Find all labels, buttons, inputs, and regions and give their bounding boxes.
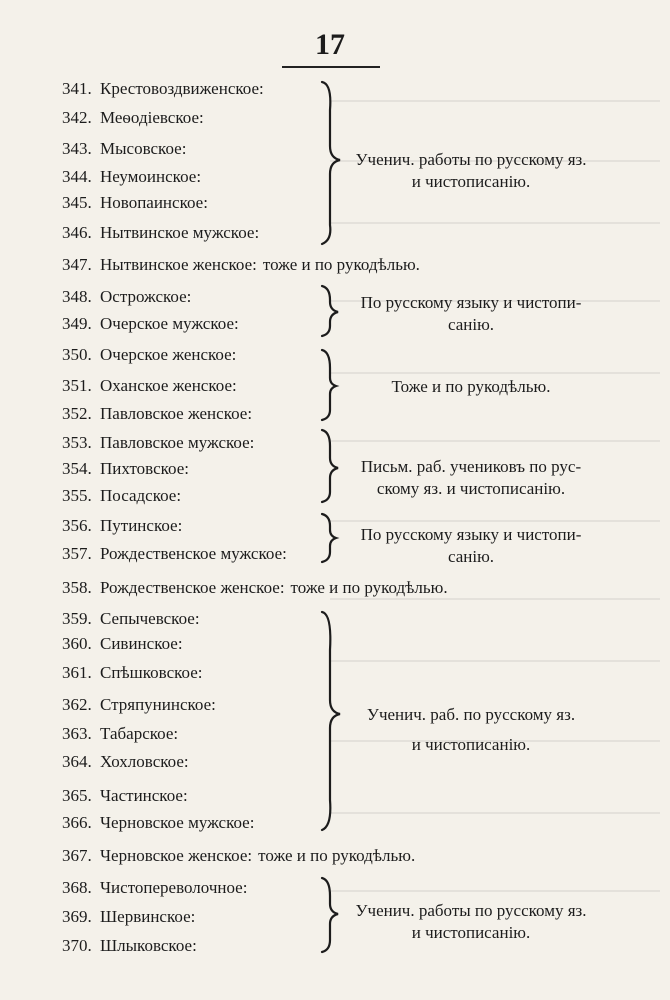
entry-number: 343. [62, 139, 92, 158]
entry-number: 368. [62, 878, 92, 897]
entry-name: Меѳодіевское: [100, 108, 204, 127]
entry-name: Табарское: [100, 724, 179, 743]
entry-name: Оханское женское: [100, 376, 237, 395]
entry-name: Частинское: [100, 786, 188, 805]
entry-name: Павловское мужское: [100, 433, 255, 452]
entry-number: 344. [62, 167, 92, 186]
entry-name: Очерское женское: [100, 345, 237, 364]
entry-number: 370. [62, 936, 92, 955]
entry-number: 364. [62, 752, 92, 771]
entry-number: 367. [62, 846, 92, 865]
entry-number: 363. [62, 724, 92, 743]
entry-number: 366. [62, 813, 92, 832]
entry-name: Хохловское: [100, 752, 189, 771]
entry-number: 365. [62, 786, 92, 805]
entry-number: 346. [62, 223, 92, 242]
note-line: По русскому языку и чистопи- [360, 293, 582, 312]
entry-number: 345. [62, 193, 92, 212]
entry-number: 358. [62, 578, 92, 597]
entry-number: 350. [62, 345, 92, 364]
entry-name: Новопаинское: [100, 193, 208, 212]
entry-note: тоже и по рукодѣлью. [290, 578, 448, 597]
brace-7 [322, 878, 338, 952]
note-line: Ученич. работы по русскому яз. [355, 901, 587, 920]
entry-number: 361. [62, 663, 92, 682]
entry-name: Путинское: [100, 516, 183, 535]
entry-name: Шлыковское: [100, 936, 197, 955]
group-note [346, 524, 596, 568]
group-note [346, 456, 596, 500]
entry-number: 362. [62, 695, 92, 714]
entry-name: Неумоинское: [100, 167, 202, 186]
brace-4 [322, 430, 338, 502]
entry-number: 359. [62, 609, 92, 628]
entry-name: Крестовоздвиженское: [100, 79, 264, 98]
note-line: Письм. раб. учениковъ по рус- [360, 457, 582, 476]
note-line: и чистописанію. [411, 172, 531, 191]
group-note [346, 900, 596, 944]
entry-number: 342. [62, 108, 92, 127]
note-line: По русскому языку и чистопи- [360, 525, 582, 544]
entry-number: 356. [62, 516, 92, 535]
entry-number: 347. [62, 255, 92, 274]
entry-name: Сепычевское: [100, 609, 200, 628]
entry-name: Рождественское женское: [100, 578, 285, 597]
entry-name: Сивинское: [100, 634, 183, 653]
brace-6 [322, 612, 340, 830]
brace-3 [322, 350, 336, 420]
entry-name: Пихтовское: [100, 459, 190, 478]
note-line: Тоже и по рукодѣлью. [391, 377, 551, 396]
entry-name: Очерское мужское: [100, 314, 239, 333]
entry-number: 348. [62, 287, 92, 306]
entry-number: 369. [62, 907, 92, 926]
entry-name: Спѣшковское: [100, 663, 203, 682]
entry-note: тоже и по рукодѣлью. [258, 846, 416, 865]
group-note [346, 704, 596, 756]
page-number: 17 [315, 28, 345, 61]
entry-name: Острожское: [100, 287, 192, 306]
note-line: санію. [447, 547, 495, 566]
entry-number: 355. [62, 486, 92, 505]
note-line: и чистописанію. [411, 735, 531, 754]
entry-number: 351. [62, 376, 92, 395]
note-line: санію. [447, 315, 495, 334]
group-note [346, 376, 596, 398]
brace-2 [322, 286, 338, 336]
entry-name: Нытвинское женское: [100, 255, 257, 274]
entry-name: Нытвинское мужское: [100, 223, 260, 242]
entry-name: Черновское женское: [100, 846, 253, 865]
entry-number: 352. [62, 404, 92, 423]
entry-name: Чистопереволочное: [100, 878, 248, 897]
note-line: Ученич. работы по русскому яз. [355, 150, 587, 169]
brace-1 [322, 82, 340, 244]
entry-name: Черновское мужское: [100, 813, 255, 832]
entry-number: 357. [62, 544, 92, 563]
brace-5 [322, 514, 336, 562]
entry-number: 354. [62, 459, 92, 478]
entry-number: 353. [62, 433, 92, 452]
group-note [346, 149, 596, 193]
entry-name: Рождественское мужское: [100, 544, 287, 563]
entry-note: тоже и по рукодѣлью. [262, 255, 420, 274]
entry-name: Шервинское: [100, 907, 196, 926]
entry-number: 349. [62, 314, 92, 333]
entry-number: 341. [62, 79, 92, 98]
entry-name: Мысовское: [100, 139, 187, 158]
entry-name: Посадское: [100, 486, 182, 505]
entry-number: 360. [62, 634, 92, 653]
entry-name: Стряпунинское: [100, 695, 216, 714]
group-note [346, 292, 596, 336]
note-line: и чистописанію. [411, 923, 531, 942]
entry-name: Павловское женское: [100, 404, 253, 423]
note-line: скому яз. и чистописанію. [376, 479, 566, 498]
note-line: Ученич. раб. по русскому яз. [366, 705, 576, 724]
